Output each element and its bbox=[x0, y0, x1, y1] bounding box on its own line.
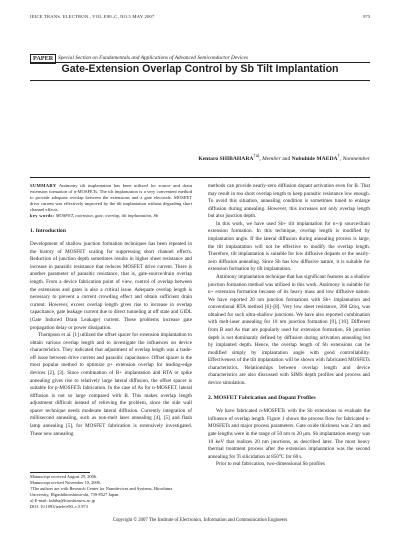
keywords-text: MOSFET, extension, gate, overlap, tilt implantation, Sb bbox=[55, 213, 159, 219]
intro-paragraph-3: methods can provide nearly-zero diffusion dopant activation even for B. That may result in too short overlap length to keep parasitic resistance low enough. To avoid this situation, annealing condition is sometimes tuned to enlarge diffusion during annealing. However, this increases not only overlap length but also junction depth. bbox=[208, 183, 370, 220]
page-number: 973 bbox=[363, 14, 370, 19]
author-1-name: Kentaro SHIBAHARA bbox=[198, 155, 254, 162]
footnote-received: Manuscript received August 29, 2006. bbox=[30, 474, 98, 479]
keywords-label: key words: bbox=[30, 213, 55, 219]
title-rule bbox=[30, 80, 370, 81]
fabrication-paragraph-2: Prior to real fabrication, two-dimensional Sb profiles bbox=[216, 461, 325, 468]
author-2-marks: † bbox=[337, 154, 340, 159]
author-2-role: , Nonmember bbox=[339, 155, 370, 162]
summary bbox=[30, 183, 192, 213]
intro-paragraph-5: Antimony implantation technique that has significant features as a shallow junction formation method was utilized in this work. Antimony is suitable for n+ extension formation because of its heavy mass and low diffusive nature. We have reported 20 nm junction formations with Sb+ implantation and conventional RTA method [6]–[8]. Very low sheet resistance, 260 Ω/sq, was obtained for such ultra-shallow junctions. We have also reported combination with melt-laser annealing for 10 nm junction formation [9], [10]. Different from B and As that are popularly used for extension formation, Sb junction depth is not dominantly defined by diffusion during activation annealing but by implanted depth. Hence, the overlap length of Sb extensions can be modified simply by implantation angle with good controllability. Effectiveness of the tilt implantation will be shown with fabricated MOSFETs characteristics. Relationships between overlap length and device characteristics are also discussed with SIMS depth profiles and process and device simulation. bbox=[208, 273, 370, 387]
paper-type-tag: PAPER bbox=[30, 54, 56, 64]
copyright-notice: Copyright © 2007 The Institute of Electronics, Information and Communication Engineers bbox=[112, 518, 288, 523]
footnote-doi: DOI: 10.1093/ietele/e90–c.5.973 bbox=[30, 504, 88, 509]
footnote-revised: Manuscript revised November 10, 2006. bbox=[30, 480, 101, 485]
summary-label: SUMMARY bbox=[30, 183, 57, 188]
left-column bbox=[30, 183, 192, 438]
right-column bbox=[208, 183, 370, 469]
author-line bbox=[198, 154, 370, 162]
section-1-heading: 1. Introduction bbox=[30, 227, 66, 234]
fabrication-paragraph-1: We have fabricated n-MOSFETs with the Sb extensions to evaluate the influence of overlap length. Figure 1 shows the process flow for fabricated n-MOSFETs and major process parameters. Gate oxide thickness was 2 nm and gate lengths were in the range of 50 nm to 20 μm. Sb implantation energy was 10 keV that realizes 20 nm junctions, as described later. The most heavy thermal treatment process after the extension implantation was the second annealing for Ti silicidation at 850°C for 60 s. bbox=[208, 408, 370, 460]
intro-paragraph-2: Thompson et al. [1] utilized the offset spacer for extension implantation to obtain various overlap length and to investigate the influences on device characteristics. They indicated that adjustment of overlap length was a trade-off issue between drive current and parasitic capacitance. Offset spacer is the most popular method to optimize p+ extension overlap for leading-edge devices [2], [3]. Since combination of B+ implantation and RTA or spike annealing gives rise to relatively large lateral diffusion, the offset spacer is suitable for p-MOSFETs fabrication. In the case of As for n-MOSFET, lateral diffusion is not so large compared with B. This makes overlap length adjustment difficult instead of relieving the problem, since the side wall spacer technique needs moderate lateral diffusion. Currently integration of millisecond annealing, such as non-melt laser annealing [4], [5] and flash lamp annealing [5], for MOSFET fabrication is extensively investigated. These new annealing bbox=[30, 332, 192, 437]
paper-title: Gate-Extension Overlap Control by Sb Tilt Implantation bbox=[61, 63, 339, 75]
author-joiner: and bbox=[280, 155, 292, 162]
author-2-name: Nobuhide MAEDA bbox=[291, 155, 338, 162]
author-1-role: , Member bbox=[259, 155, 281, 162]
keywords bbox=[30, 213, 192, 219]
section-2-heading: 2. MOSFET Fabrication and Dopant Profiles bbox=[208, 394, 316, 401]
footnote-email: a) E-mail: kshiba@hiroshima-u.ac.jp bbox=[30, 498, 96, 503]
journal-header: IEICE TRANS. ELECTRON., VOL.E90–C, NO.5 MAY 2007 bbox=[30, 14, 155, 19]
footnote-affiliation: †The authors are with Research Center for Nanodevices and Systems, Hiroshima University, Higashihiroshima-shi, 739-8527 Japan. bbox=[30, 486, 173, 497]
intro-paragraph-1: Development of shallow junction formation techniques has been repeated in the history of MOSFET scaling for suppressing short channel effects. Reduction of junction depth sometimes results in higher sheet resistance and increase in parasitic resistance that reduces MOSFET drive current. There is another parameter of parasitic resistance, that is, gate-source/drain overlap length. From a device fabrication point of view, control of overlap between the extensions and gates is also a critical issue. Adequate overlap length is necessary to prevent a current crowding effect and obtain sufficient drain current. However, excess overlap length gives rise to increase in overlap capacitance, gate leakage current due to direct tunneling at off state and GIDL (Gate Induced Drain Leakage) current. These problems increase gate propagation delay or power dissipation. bbox=[30, 241, 192, 331]
summary-text: Antimony tilt implantation has been utilized for source and drain extension formation of n-MOSFETs. The tilt implantation is a very convenient method to provide adequate overlap between the extensions and a gate electrode. MOSFET drive current was effectively improved by the tilt implantation without degrading short channel effects. bbox=[30, 183, 192, 213]
intro-paragraph-4: In this work, we have used Sb+ tilt implantation for n+/p source/drain extension formation. In this technique, overlap length is modified by implantation angle. If the lateral diffusion during annealing process is large, the tilt implantation will not be effective to modify the overlap length. Therefore, tilt implantation is suitable for low diffusive dopants or the nearly-zero diffusion annealing. Since Sb has low diffusive nature, it is suitable for extension formation by tilt implantation. bbox=[208, 220, 370, 273]
footnotes bbox=[30, 474, 192, 510]
abstract-rule bbox=[30, 177, 370, 178]
special-section-label: Special Section on Fundamentals and Applications of Advanced Semiconductor Devices bbox=[58, 55, 249, 61]
author-1-marks: †a) bbox=[253, 154, 260, 159]
footnote-rule bbox=[30, 472, 90, 473]
